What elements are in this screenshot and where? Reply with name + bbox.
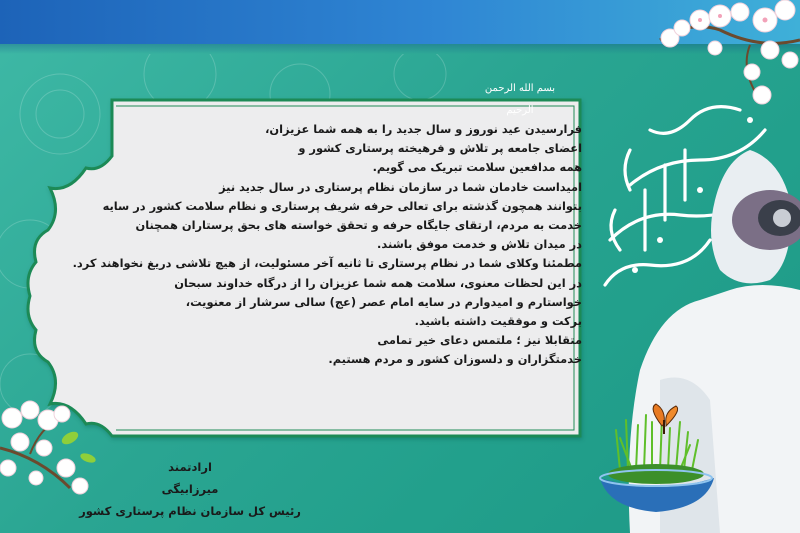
- letter-line: اعضای جامعه پر تلاش و فرهیخته پرستاری کشور و: [298, 141, 582, 156]
- signature-name: میرزابیگی: [161, 482, 219, 496]
- letter-line: خواستارم و امیدوارم در سایه امام عصر (عج) سالی سرشار از معنویت،: [185, 294, 582, 309]
- letter-line: امیداست خادمان شما در سازمان نظام پرستاری در سال جدید نیز: [219, 179, 582, 194]
- letter-line: بتوانند همچون گذشته برای تعالی حرفه شریف پرستاری و نظام سلامت کشور در سایه: [102, 198, 582, 213]
- letter-line: فرارسیدن عید نوروز و سال جدید را به همه شما عزیزان،: [265, 122, 582, 136]
- letter-line: در این لحظات معنوی، سلامت همه شما عزیزان را از درگاه خداوند سبحان: [174, 275, 582, 290]
- signature-closing: ارادتمند: [168, 460, 212, 474]
- signature-title: رئیس کل سازمان نظام پرستاری کشور: [79, 504, 301, 518]
- greeting-letter-body: [70, 120, 582, 430]
- letter-line: متقابلا نیز ؛ ملتمس دعای خیر تمامی: [377, 333, 582, 348]
- butterfly-icon: [653, 404, 678, 434]
- letter-line: در میدان تلاش و خدمت موفق باشند.: [377, 237, 582, 252]
- letter-line: خدمتگزاران و دلسوزان کشور و مردم هستیم.: [328, 352, 582, 367]
- cherry-blossom-icon: [620, 0, 800, 120]
- letter-line: همه مدافعین سلامت تبریک می گویم.: [372, 160, 582, 175]
- letter-line: مطمئنا وکلای شما در نظام پرستاری تا ثانیه آخر مسئولیت، از هیچ تلاشی دریغ نخواهند کرد.: [72, 256, 582, 271]
- sabzeh-bowl-icon: [590, 400, 730, 530]
- letter-line: برکت و موفقیت داشته باشید.: [414, 313, 582, 328]
- bismillah-heading: بسم الله الرحمن الرحيم: [484, 83, 556, 116]
- cherry-blossom-icon: [0, 398, 110, 508]
- letter-line: خدمت به مردم، ارتقای جایگاه حرفه و تحقق خواسته های بحق پرستاران همچنان: [135, 217, 582, 232]
